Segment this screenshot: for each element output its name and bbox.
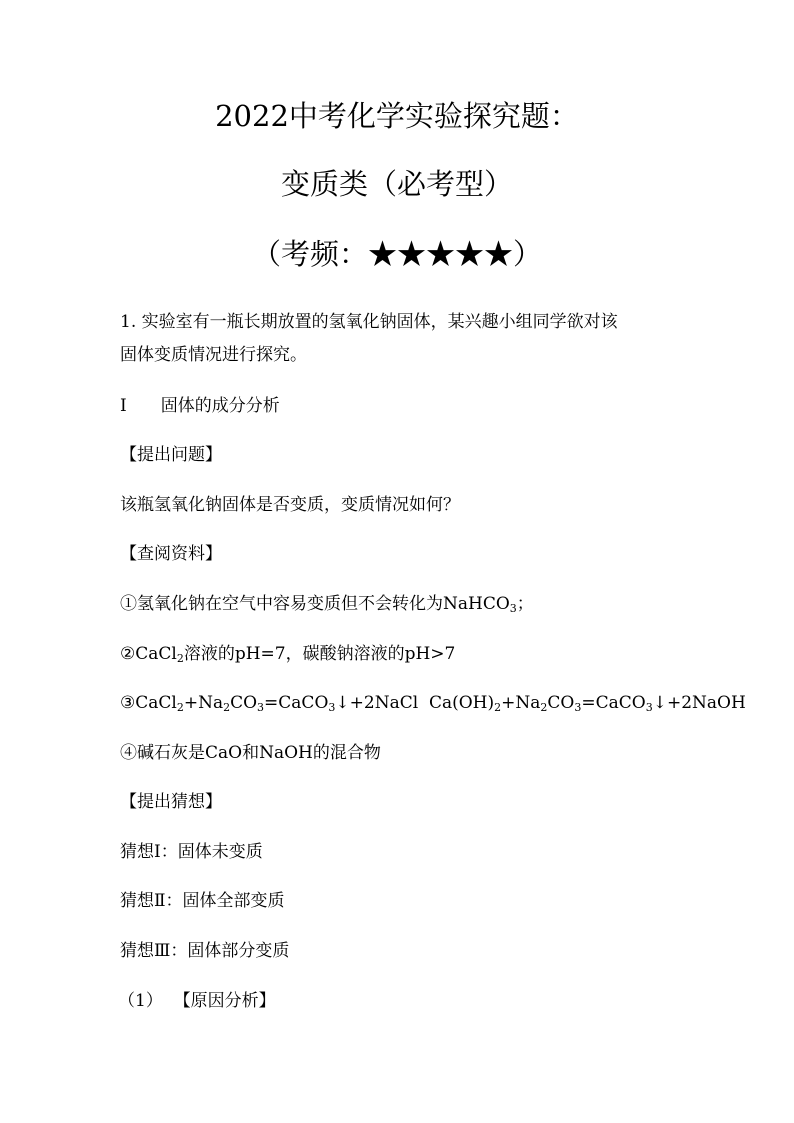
reference-item-2: ②CaCl$_2$溶液的pH=7，碳酸钠溶液的pH>7 [120,644,456,665]
question-text: 该瓶氢氧化钠固体是否变质，变质情况如何？ [120,495,460,515]
document-subtitle: 变质类（必考型） [280,167,513,201]
document-title: 2022中考化学实验探究题： [215,99,579,133]
reference-item-4: ④碱石灰是CaO和NaOH的混合物 [120,743,381,763]
section-1-heading [120,393,280,419]
analysis-heading: （1） 【原因分析】 [118,991,276,1011]
heading-propose-question: 【提出问题】 [120,445,222,465]
question-intro-line-1: 1. 实验室有一瓶长期放置的氢氧化钠固体，某兴趣小组同学欲对该 [120,312,618,332]
question-intro-line-2: 固体变质情况进行探究。 [120,345,307,365]
reference-item-1: ①氢氧化钠在空气中容易变质但不会转化为NaHCO$_3$； [120,594,534,615]
hypothesis-2: 猜想Ⅱ：固体全部变质 [120,891,285,911]
section-roman-numeral: Ⅰ [120,396,127,416]
hypothesis-3: 猜想Ⅲ：固体部分变质 [120,941,290,961]
reference-item-3: $③CaCl_2+Na_2CO_3=CaCO_3↓+2NaCl$ $Ca(OH)_2+Na_2CO_3=CaCO_3↓+2NaOH$ [120,693,746,714]
heading-reference-material: 【查阅资料】 [120,544,222,564]
hypothesis-1: 猜想Ⅰ：固体未变质 [120,842,263,862]
section-title: 固体的成分分析 [160,396,280,416]
heading-propose-hypothesis: 【提出猜想】 [120,792,222,812]
exam-frequency: （考频：★★★★★） [251,237,542,271]
